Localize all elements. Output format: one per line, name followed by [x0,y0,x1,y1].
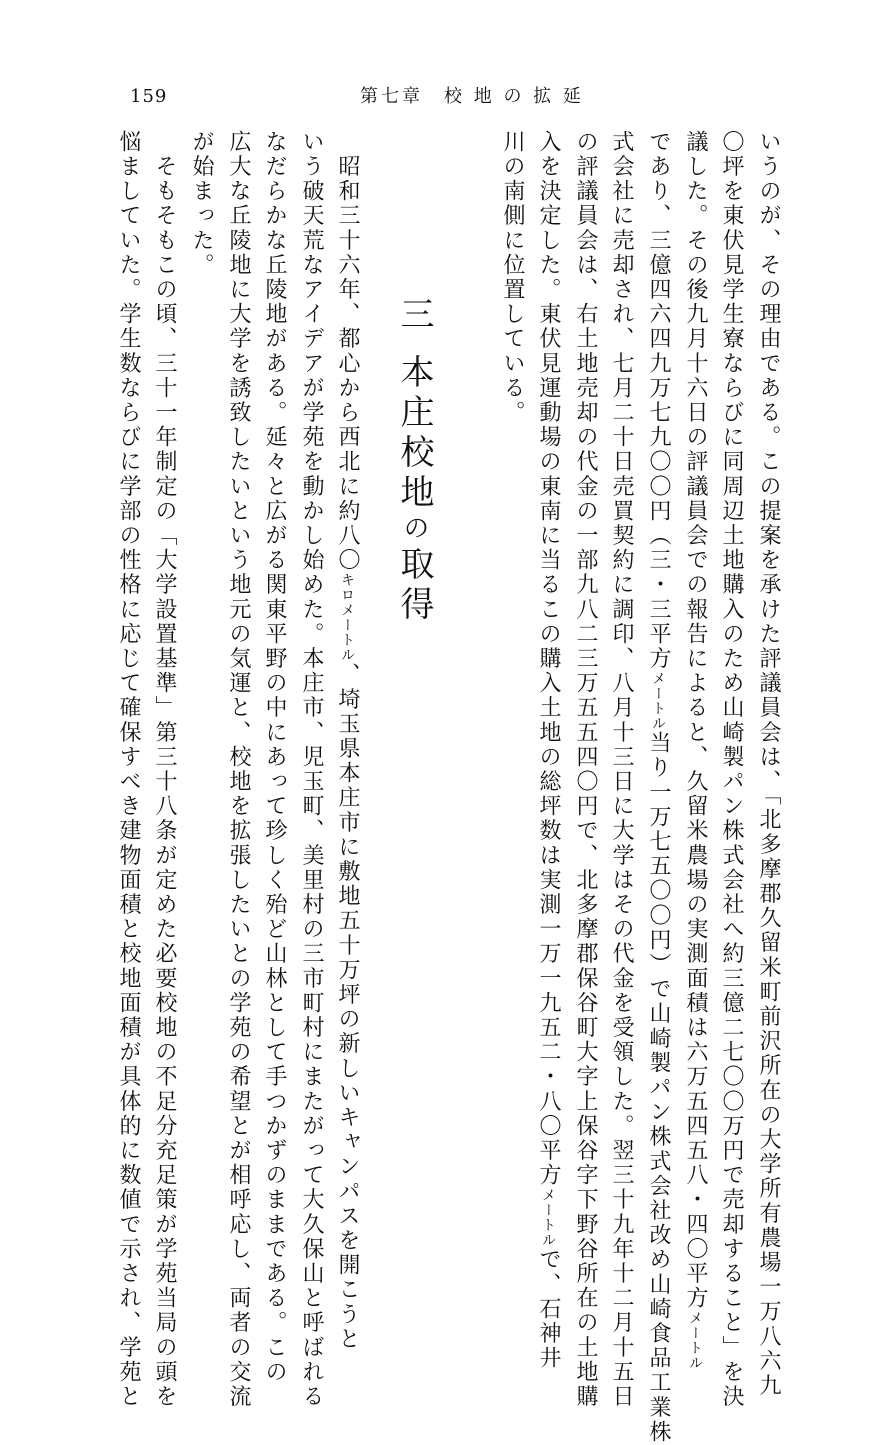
text-column [533,130,563,1371]
text-run: 式会社に売却され、七月二十日売買契約に調印、八月十三日に大学はその代金を受領した。翌三十九年十二月十五日 [609,130,634,1410]
text-run: 川の南側に位置している。 [500,130,525,426]
text-run: なだらかな丘陵地がある。延々と広がる関東平野の中にあって珍しく殆ど山林として手つかずのままである。この [262,130,287,1385]
section-title-part1: 本庄校地 [394,354,434,514]
section-number: 三 [394,296,434,336]
text-column [223,130,253,1409]
section-title-part2: 取得 [394,546,434,626]
text-run: 悩ましていた。学生数ならびに学部の性格に応じて確保すべき建物面積と校地面積が具体的に数値で示され、学苑と [116,130,141,1410]
text-run: 、埼玉県本庄市に敷地五十万坪の新しいキャンパスを開こうと [335,662,360,1352]
text-column [716,130,746,1409]
text-run: であり、三億四六四九万七九〇〇円（三・三平方 [646,130,671,672]
unit-text: メートル [650,671,666,732]
text-run: 入を決定した。東伏見運動場の東南に当るこの購入土地の総坪数は実測一万一九五二・八〇平方 [536,130,561,1188]
text-column [680,130,710,1371]
text-column [753,130,783,1398]
text-run: で、石神井 [536,1247,561,1371]
text-run: の評議員会は、右土地売却の代金の一部九八二三万五五四〇円で、北多摩郡保谷町大字上保谷字下野谷所在の土地購 [573,130,598,1410]
text-run: いうのが、その理由である。この提案を承けた評議員会は、「北多摩郡久留米町前沢所在の大学所有農場一万八六九 [756,130,781,1399]
text-run: 昭和三十六年、都心から西北に約八〇 [335,130,360,573]
text-column [259,130,289,1385]
unit-text: キロメートル [339,572,355,663]
text-run: 議した。その後九月十六日の評議員会での報告によると、久留米農場の実測面積は六万五四五八・四〇平方 [683,130,708,1311]
section-heading [392,296,436,626]
text-run: が始まった。 [189,130,214,278]
text-run: 〇坪を東伏見学生寮ならびに同周辺土地購入のため山崎製パン株式会社へ約三億二七〇〇万円で売却すること」を決 [719,130,744,1410]
text-column [186,130,216,278]
text-column [497,130,527,425]
unit-text: メートル [687,1310,703,1371]
text-run: 広大な丘陵地に大学を誘致したいという地元の気運と、校地を拡張したいとの学苑の希望とが相呼応し、両者の交流 [226,130,251,1410]
text-column [332,130,362,1352]
page-number: 159 [130,86,168,107]
running-title: 第七章 校 地 の 拡 延 [360,86,584,107]
text-column [149,130,179,1409]
text-column [606,130,636,1409]
text-column [296,130,326,1409]
unit-text: メートル [540,1187,556,1248]
text-column [643,130,673,1445]
text-run: そもそもこの頃、三十一年制定の「大学設置基準」第三十八条が定めた必要校地の不足分充足策が学苑当局の頭を [152,130,177,1410]
text-column [113,130,143,1409]
text-column [570,130,600,1409]
text-run: 当り一万七五〇〇円）で山崎製パン株式会社改め山崎食品工業株 [646,731,671,1445]
text-run: いう破天荒なアイデアが学苑を動かし始めた。本庄市、児玉町、美里村の三市町村にまたがって大久保山と呼ばれる [299,130,324,1410]
section-title-particle: の [399,514,429,546]
